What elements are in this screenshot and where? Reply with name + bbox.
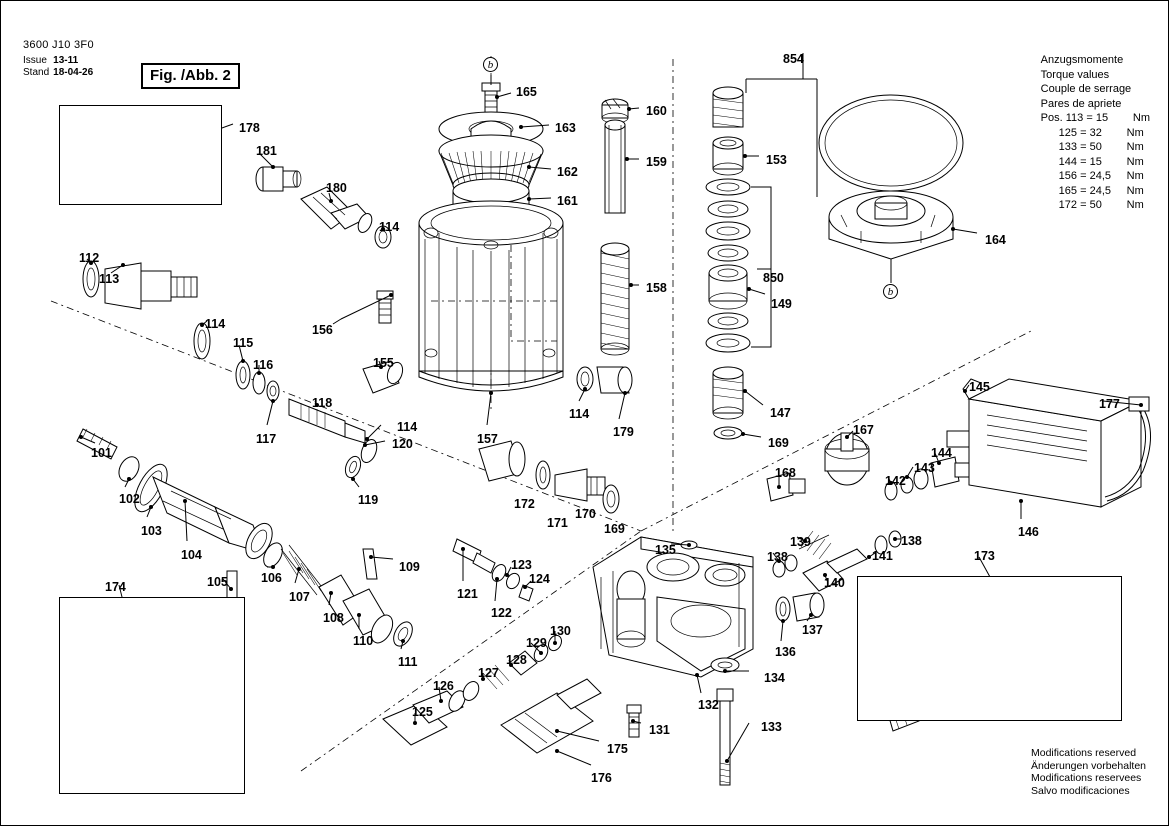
callout-113: 113 bbox=[99, 272, 120, 286]
torque-pos: 165 = bbox=[1058, 184, 1087, 197]
art-125-131 bbox=[383, 633, 641, 753]
callout-134: 134 bbox=[764, 671, 785, 685]
callout-138b: 138 bbox=[901, 534, 922, 548]
callout-127: 127 bbox=[478, 666, 499, 680]
issue-row bbox=[23, 55, 97, 67]
callout-133: 133 bbox=[761, 720, 782, 734]
callout-160: 160 bbox=[646, 104, 667, 118]
art-181 bbox=[256, 167, 301, 191]
torque-unit: Nm bbox=[1126, 126, 1144, 139]
modifications-note bbox=[1031, 747, 1146, 797]
callout-165: 165 bbox=[516, 85, 537, 99]
callout-176: 176 bbox=[591, 771, 612, 785]
callout-106: 106 bbox=[261, 571, 282, 585]
callout-136: 136 bbox=[775, 645, 796, 659]
callout-102: 102 bbox=[119, 492, 140, 506]
callout-107: 107 bbox=[289, 590, 310, 604]
callout-171: 171 bbox=[547, 516, 568, 530]
callout-147: 147 bbox=[770, 406, 791, 420]
callout-109: 109 bbox=[399, 560, 420, 574]
callout-139: 139 bbox=[790, 535, 811, 549]
callout-142: 142 bbox=[885, 474, 906, 488]
callout-159: 159 bbox=[646, 155, 667, 169]
callout-161: 161 bbox=[557, 194, 578, 208]
art-164 bbox=[819, 95, 963, 259]
callout-128: 128 bbox=[506, 653, 527, 667]
callout-145: 145 bbox=[969, 380, 990, 394]
stand-value: 18-04-26 bbox=[53, 67, 94, 78]
callout-138a: 138 bbox=[767, 550, 788, 564]
callout-149: 149 bbox=[771, 297, 792, 311]
callout-111: 111 bbox=[398, 655, 418, 669]
callout-181: 181 bbox=[256, 144, 277, 158]
callout-158: 158 bbox=[646, 281, 667, 295]
callout-120: 120 bbox=[392, 437, 413, 451]
callout-115: 115 bbox=[233, 336, 254, 350]
callout-131: 131 bbox=[649, 723, 670, 737]
torque-value: 24,5 bbox=[1089, 170, 1111, 182]
callout-175: 175 bbox=[607, 742, 628, 756]
torque-item-156 bbox=[1041, 169, 1150, 184]
torque-value: 24,5 bbox=[1089, 184, 1111, 197]
callout-129: 129 bbox=[526, 636, 547, 650]
callout-114a: 114 bbox=[379, 220, 400, 234]
mods-line-de: Änderungen vorbehalten bbox=[1030, 759, 1146, 772]
callout-101: 101 bbox=[91, 446, 112, 460]
mods-line-es: Salvo modificaciones bbox=[1030, 784, 1130, 797]
torque-value: 50 bbox=[1089, 141, 1102, 153]
torque-value: 50 bbox=[1089, 199, 1102, 211]
torque-value: 15 bbox=[1089, 155, 1102, 168]
torque-unit: Nm bbox=[1126, 184, 1144, 197]
callout-117: 117 bbox=[256, 432, 277, 446]
callout-124: 124 bbox=[529, 572, 550, 586]
callout-180: 180 bbox=[326, 181, 347, 195]
part-code: 3600 J10 3F0 bbox=[23, 39, 94, 51]
callout-173: 173 bbox=[974, 549, 995, 563]
torque-value: 32 bbox=[1089, 126, 1102, 139]
callout-169a: 169 bbox=[768, 436, 789, 450]
torque-item-172 bbox=[1041, 198, 1150, 213]
callout-125: 125 bbox=[412, 705, 433, 719]
callout-112: 112 bbox=[79, 251, 100, 265]
torque-values-block bbox=[1041, 53, 1150, 213]
detail-inset-178 bbox=[59, 105, 222, 205]
callout-118: 118 bbox=[312, 396, 333, 410]
torque-unit: Nm bbox=[1126, 199, 1144, 211]
art-motor-housing bbox=[419, 83, 563, 391]
callout-162: 162 bbox=[557, 165, 578, 179]
mods-line-fr: Modifications reservees bbox=[1030, 772, 1142, 784]
callout-132: 132 bbox=[698, 698, 719, 712]
art-159 bbox=[605, 120, 625, 213]
callout-155: 155 bbox=[373, 356, 394, 370]
callout-108: 108 bbox=[323, 611, 344, 625]
callout-143: 143 bbox=[914, 461, 935, 475]
issue-value: 13-11 bbox=[53, 55, 79, 66]
stand-row bbox=[23, 67, 97, 79]
callout-167: 167 bbox=[853, 423, 874, 437]
callout-157: 157 bbox=[477, 432, 498, 446]
callout-156: 156 bbox=[312, 323, 333, 337]
callout-163: 163 bbox=[555, 121, 576, 135]
callout-177: 177 bbox=[1099, 397, 1120, 411]
callout-119: 119 bbox=[358, 493, 379, 507]
torque-pos: 144 = bbox=[1058, 155, 1087, 168]
callout-114c: 114 bbox=[397, 420, 418, 434]
callout-141: 141 bbox=[872, 549, 893, 563]
torque-value: 15 bbox=[1095, 112, 1109, 124]
callout-140: 140 bbox=[824, 576, 845, 590]
art-172-169 bbox=[479, 441, 619, 513]
art-158 bbox=[601, 243, 629, 355]
marker-b-bottom: b bbox=[883, 284, 898, 299]
figure-label: Fig. /Abb. 2 bbox=[141, 63, 240, 89]
callout-174: 174 bbox=[105, 580, 126, 594]
torque-pos: 156 = bbox=[1058, 170, 1087, 182]
art-112-120 bbox=[83, 261, 380, 480]
callout-114d: 114 bbox=[569, 407, 590, 421]
callout-144: 144 bbox=[931, 446, 952, 460]
torque-item-113 bbox=[1041, 111, 1150, 126]
issue-stand-table bbox=[23, 55, 97, 79]
callout-137: 137 bbox=[802, 623, 823, 637]
issue-label: Issue bbox=[23, 55, 47, 66]
art-854-stack bbox=[706, 53, 817, 439]
art-145-146-177 bbox=[947, 379, 1151, 507]
callout-135: 135 bbox=[655, 543, 676, 557]
callout-169b: 169 bbox=[604, 522, 625, 536]
torque-pos: 125 = bbox=[1058, 126, 1087, 139]
torque-pos: 133 = bbox=[1058, 141, 1087, 153]
torque-unit: Nm bbox=[1126, 155, 1144, 168]
callout-110: 110 bbox=[353, 634, 374, 648]
callout-850: 850 bbox=[763, 271, 784, 285]
callout-114b: 114 bbox=[205, 317, 226, 331]
marker-b-top: b bbox=[483, 57, 498, 72]
callout-126: 126 bbox=[433, 679, 454, 693]
callout-153: 153 bbox=[766, 153, 787, 167]
torque-pos: 172 = bbox=[1058, 199, 1087, 211]
callout-104: 104 bbox=[181, 548, 202, 562]
mods-line-en: Modifications reserved bbox=[1030, 747, 1137, 759]
torque-item-133 bbox=[1041, 140, 1150, 155]
callout-179: 179 bbox=[613, 425, 634, 439]
detail-inset-173 bbox=[857, 576, 1122, 721]
callout-122: 122 bbox=[491, 606, 512, 620]
stand-label: Stand bbox=[23, 67, 50, 78]
callout-854: 854 bbox=[783, 52, 804, 66]
callout-103: 103 bbox=[141, 524, 162, 538]
callout-105: 105 bbox=[207, 575, 228, 589]
callout-178: 178 bbox=[239, 121, 260, 135]
torque-title-en: Torque values bbox=[1040, 68, 1110, 81]
callout-170: 170 bbox=[575, 507, 596, 521]
torque-item-165 bbox=[1041, 184, 1150, 199]
callout-164: 164 bbox=[985, 233, 1006, 247]
callout-130: 130 bbox=[550, 624, 571, 638]
torque-item-125 bbox=[1041, 126, 1150, 141]
torque-unit: Nm bbox=[1132, 112, 1150, 124]
torque-title-es: Pares de apriete bbox=[1040, 97, 1122, 110]
torque-unit: Nm bbox=[1126, 170, 1144, 182]
detail-inset-174 bbox=[59, 597, 245, 794]
torque-title-fr: Couple de serrage bbox=[1040, 83, 1132, 95]
callout-172: 172 bbox=[514, 497, 535, 511]
callout-116: 116 bbox=[253, 358, 274, 372]
callout-168: 168 bbox=[775, 466, 796, 480]
callout-121: 121 bbox=[457, 587, 478, 601]
callout-123: 123 bbox=[511, 558, 532, 572]
art-179 bbox=[597, 367, 632, 393]
torque-pos: Pos. 113 = bbox=[1040, 112, 1093, 124]
callout-146: 146 bbox=[1018, 525, 1039, 539]
torque-item-144 bbox=[1041, 155, 1150, 170]
torque-unit: Nm bbox=[1126, 141, 1144, 153]
torque-title-de: Anzugsmomente bbox=[1040, 54, 1124, 66]
art-160 bbox=[602, 99, 628, 123]
